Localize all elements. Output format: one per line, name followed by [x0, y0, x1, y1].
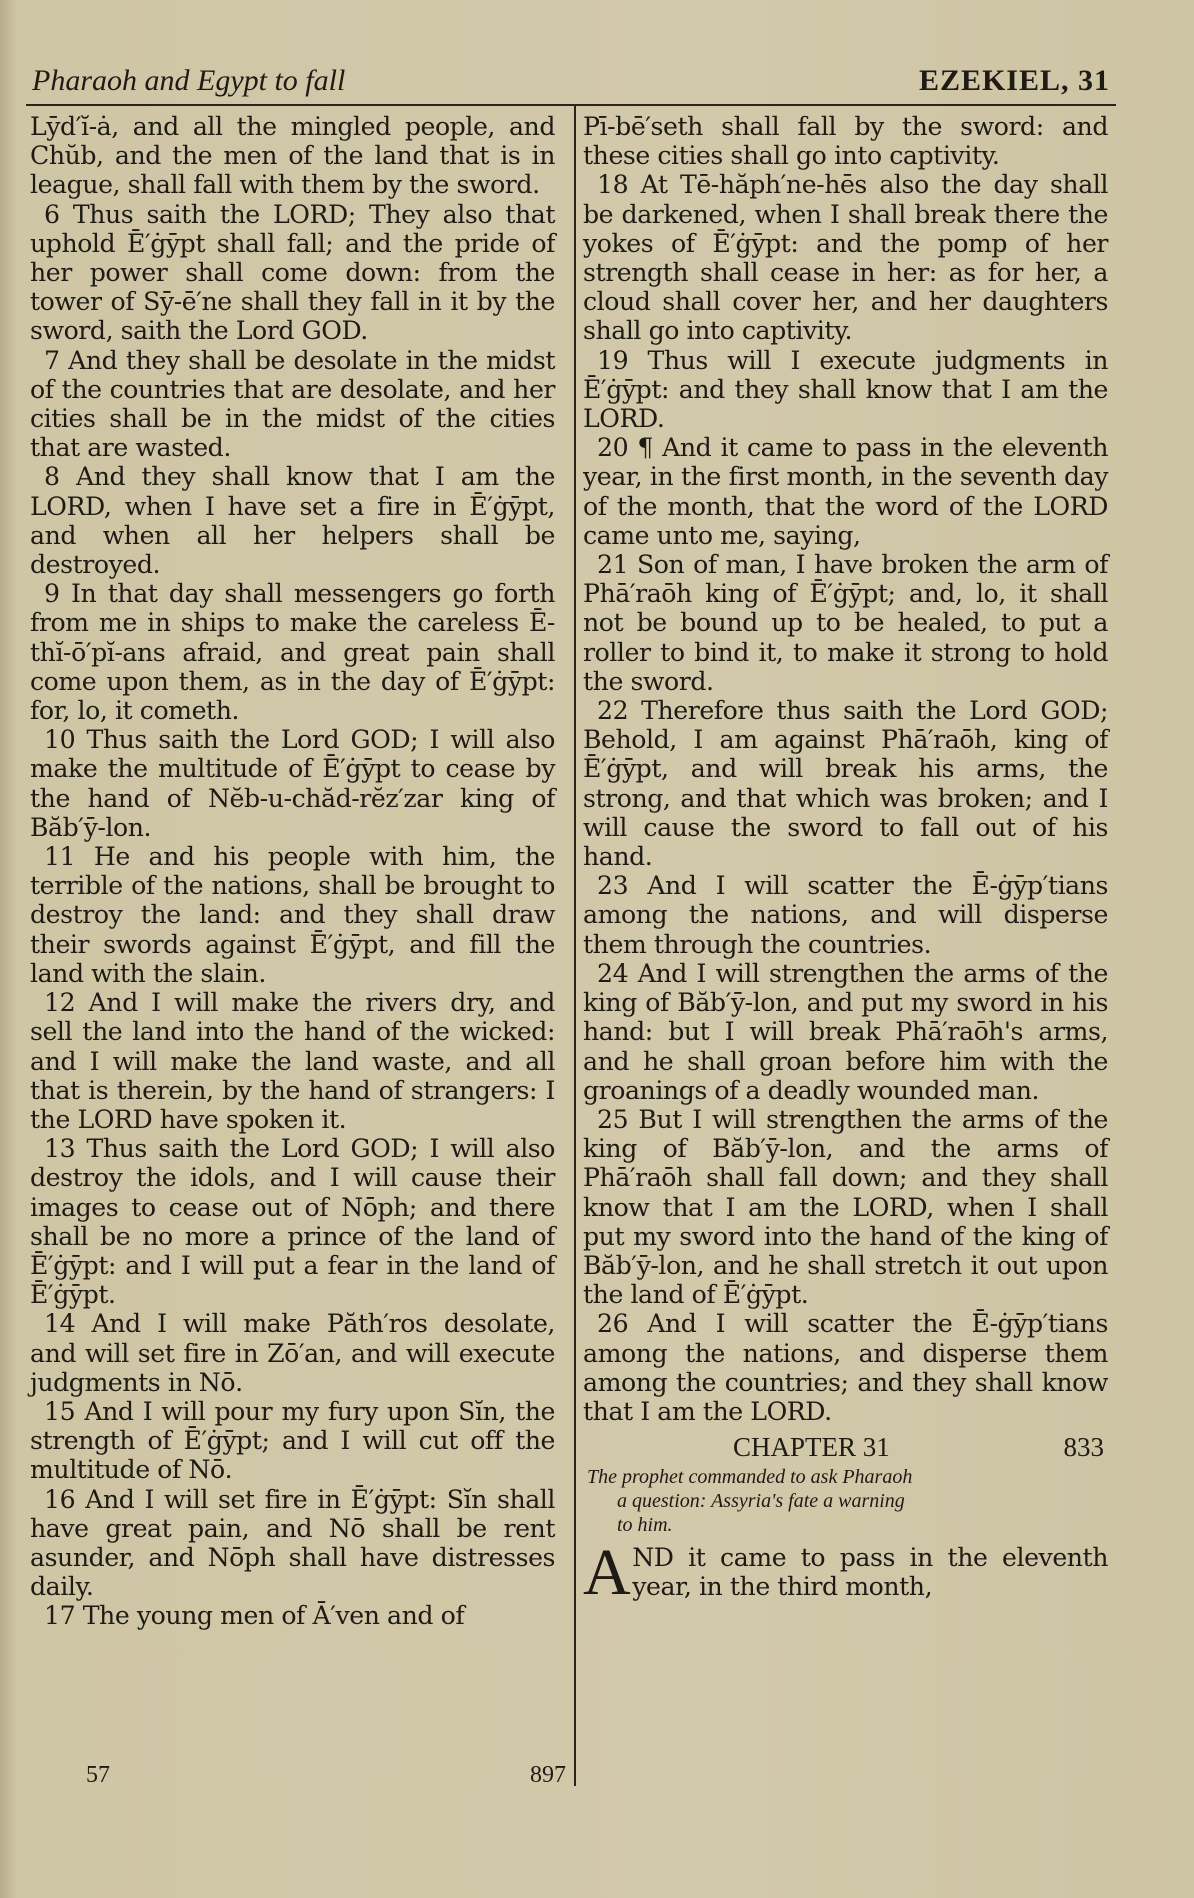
chapter-year: 833 — [1063, 1432, 1104, 1463]
verse-17-continuation: Pī-bē′seth shall fall by the sword: and these cities shall go into captivity. — [583, 112, 1108, 171]
left-column — [26, 106, 561, 1796]
opening-text: ND it came to pass in the eleventh year, in the third month, — [632, 1543, 1108, 1602]
verse-10: 10 Thus saith the Lord GOD; I will also make the multitude of Ē′ġȳpt to cease by the hand of Nĕb-u-chăd-rĕz′zar king of Băb′ȳ-lon. — [30, 725, 555, 842]
verse-13: 13 Thus saith the Lord GOD; I will also destroy the idols, and I will cause their images to cease out of Nōph; and there shall be no more a prince of the land of Ē′ġȳpt: and I will put a fear in the land of Ē′ġȳpt. — [30, 1134, 555, 1310]
verse-6: 6 Thus saith the LORD; They also that uphold Ē′ġȳpt shall fall; and the pride of her power shall come down: from the tower of Sȳ-ē′ne shall they fall in it by the sword, saith the Lord GOD. — [30, 199, 555, 346]
verse-22: 22 Therefore thus saith the Lord GOD; Behold, I am against Phā′raōh, king of Ē′ġȳpt, and will break his arms, the strong, and that which was broken; and I will cause the sword to fall out of his hand. — [583, 696, 1108, 872]
verse-11: 11 He and his people with him, the terrible of the nations, shall be brought to destroy the land: and they shall draw their swords against Ē′ġȳpt, and fill the land with the slain. — [30, 842, 555, 988]
verse-21: 21 Son of man, I have broken the arm of Phā′raōh king of Ē′ġȳpt; and, lo, it shall not be bound up to be healed, to put a roller to bind it, to make it strong to hold the sword. — [583, 550, 1108, 696]
verse-12: 12 And I will make the rivers dry, and sell the land into the hand of the wicked: and I will make the land waste, and all that is therein, by the hand of strangers: I the LORD have spoken it. — [30, 988, 555, 1134]
verse-19: 19 Thus will I execute judgments in Ē′ġȳpt: and they shall know that I am the LORD. — [583, 345, 1108, 434]
verse-20: 20 ¶ And it came to pass in the eleventh year, in the first month, in the seventh day of the month, that the word of the LORD came unto me, saying, — [583, 433, 1108, 550]
page-number: 897 — [530, 1762, 566, 1788]
footer-left-number: 57 — [86, 1762, 110, 1788]
chapter-opening — [583, 1536, 1108, 1610]
column-divider — [574, 106, 576, 1786]
verse-9: 9 In that day shall messengers go forth from me in ships to make the careless Ē-thĭ-ō′pĭ-ans afraid, and great pain shall come upon them, as in the day of Ē′ġȳpt: for, lo, it cometh. — [30, 579, 555, 726]
text-columns — [26, 106, 1116, 1796]
page-footer — [26, 1762, 1116, 1792]
verse-18: 18 At Tē-hăph′ne-hēs also the day shall be darkened, when I shall break there the yokes of Ē′ġȳpt: and the pomp of her strength shall cease in her: as for her, a cloud shall cover her, and her daughters shall go into captivity. — [583, 170, 1108, 346]
book-chapter-reference: EZEKIEL, 31 — [918, 64, 1110, 97]
verse-25: 25 But I will strengthen the arms of the king of Băb′ȳ-lon, and the arms of Phā′raōh shall fall down; and they shall know that I am the LORD, when I shall put my sword into the hand of the king of Băb′ȳ-lon, and he shall stretch it out upon the land of Ē′ġȳpt. — [583, 1104, 1108, 1310]
page-header — [26, 52, 1116, 106]
verse-16: 16 And I will set fire in Ē′ġȳpt: Sĭn shall have great pain, and Nō shall be rent asunder, and Nōph shall have distresses daily. — [30, 1484, 555, 1602]
chapter-title: CHAPTER 31 — [733, 1432, 890, 1463]
verse-15: 15 And I will pour my fury upon Sĭn, the strength of Ē′ġȳpt; and I will cut off the multitude of Nō. — [30, 1396, 555, 1485]
verse-23: 23 And I will scatter the Ē-ġȳp′tians among the nations, and will disperse them through the countries. — [583, 871, 1108, 959]
verse-24: 24 And I will strengthen the arms of the king of Băb′ȳ-lon, and put my sword in his hand: but I will break Phā′raōh's arms, and he shall groan before him with the groanings of a deadly wounded man. — [583, 958, 1108, 1105]
chapter-summary — [583, 1465, 1108, 1537]
summary-line-1: The prophet commanded to ask Pharaoh — [587, 1466, 913, 1489]
verse-26: 26 And I will scatter the Ē-ġȳp′tians among the nations, and disperse them among the countries; and they shall know that I am the LORD. — [583, 1309, 1108, 1426]
chapter-heading — [583, 1432, 1108, 1463]
summary-line-2: a question: Assyria's fate a warning — [617, 1490, 905, 1513]
verse-14: 14 And I will make Păth′ros desolate, and will set fire in Zō′an, and will execute judgments in Nō. — [30, 1309, 555, 1397]
verse-17: 17 The young men of Ā′ven and of — [44, 1601, 465, 1631]
right-column — [579, 106, 1114, 1796]
verse-continuation: Lȳd′ĭ-ȧ, and all the mingled people, and Chŭb, and the men of the land that is in league, shall fall with them by the sword. — [30, 112, 555, 200]
running-head: Pharaoh and Egypt to fall — [32, 64, 346, 97]
drop-cap: A — [583, 1536, 631, 1610]
verse-7: 7 And they shall be desolate in the midst of the countries that are desolate, and her cities shall be in the midst of the cities that are wasted. — [30, 345, 555, 463]
verse-8: 8 And they shall know that I am the LORD, when I have set a fire in Ē′ġȳpt, and when all her helpers shall be destroyed. — [30, 462, 555, 580]
summary-line-3: to him. — [617, 1514, 673, 1537]
